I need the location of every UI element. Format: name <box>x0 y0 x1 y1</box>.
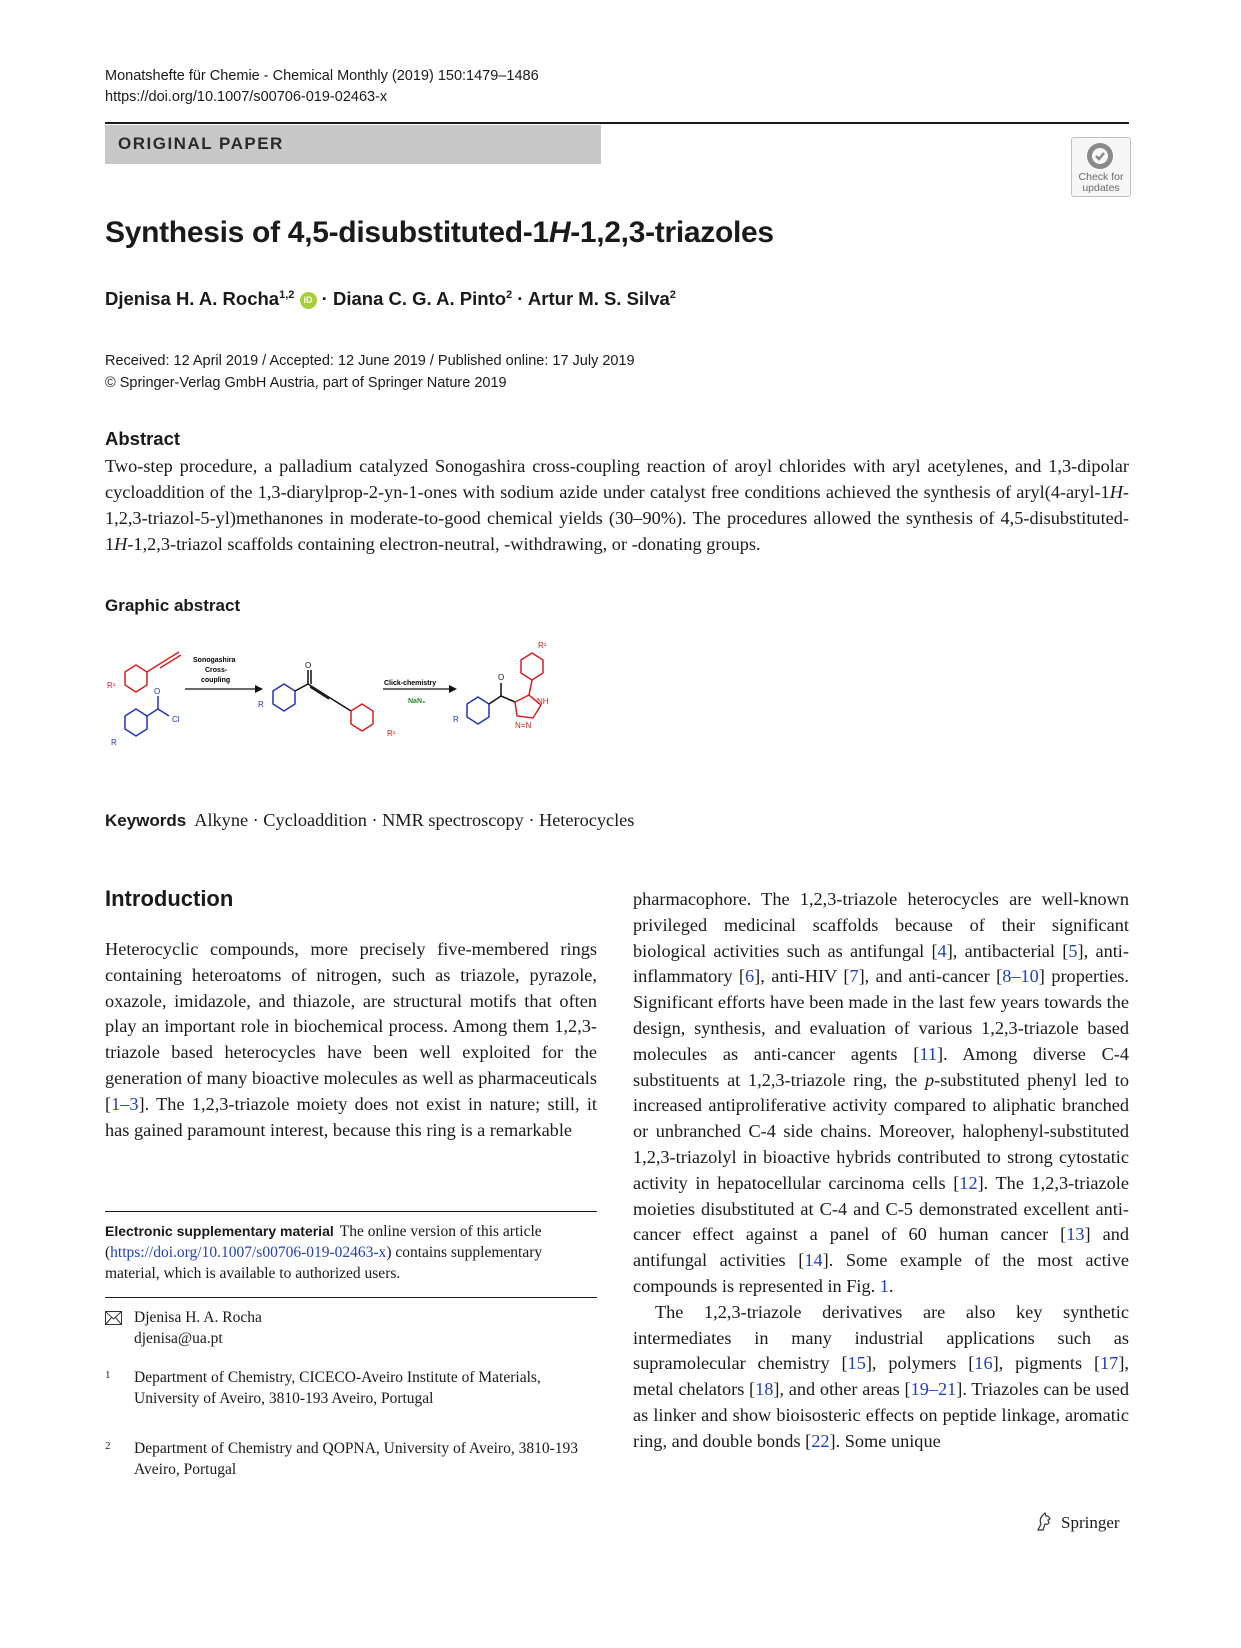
aryl-acetylene <box>125 652 181 692</box>
affiliation-1: Department of Chemistry, CICECO-Aveiro Institute of Materials, University of Aveiro, 3810-193 Aveiro, Portugal <box>134 1369 541 1407</box>
section-heading-introduction: Introduction <box>105 886 234 911</box>
footnote-rule <box>105 1211 597 1212</box>
citation-link[interactable]: 19–21 <box>910 1379 957 1400</box>
svg-text:O: O <box>305 661 312 670</box>
arrow1-label: Sonogashira <box>193 657 236 664</box>
citation-link[interactable]: 5 <box>1068 940 1078 961</box>
author-1[interactable]: Djenisa H. A. Rocha <box>105 288 280 309</box>
citation-link[interactable]: 8–10 <box>1002 966 1039 987</box>
citation-link[interactable]: 11 <box>919 1043 937 1064</box>
affiliation-number: 1 <box>105 1369 111 1381</box>
citation-link[interactable]: 13 <box>1066 1224 1085 1245</box>
abstract-text: Two-step procedure, a palladium catalyzed Sonogashira cross-coupling reaction of aroyl chlorides with aryl acetylenes, and 1,3-dipolar cycloaddition of the 1,3-diarylprop-2-yn-1-ones with sodium azide under catalyst free conditions achieved the synthesis of aryl(4-aryl-1H-1,2,3-triazol-5-yl)methanones in moderate-to-good chemical yields (30–90%). The procedures allowed the synthesis of 4,5-disubstituted-1H-1,2,3-triazol scaffolds containing electron-neutral, -withdrawing, or -donating groups. <box>105 456 1129 554</box>
svg-text:R¹: R¹ <box>387 729 396 738</box>
svg-text:Cross-: Cross- <box>205 667 228 674</box>
article-category: ORIGINAL PAPER <box>118 134 284 153</box>
journal-header <box>105 66 539 108</box>
orcid-icon[interactable]: iD <box>300 292 317 309</box>
ynone-intermediate <box>273 670 373 731</box>
label-r: R <box>111 738 117 747</box>
citation-link[interactable]: 18 <box>755 1379 774 1400</box>
svg-text:R: R <box>258 700 264 709</box>
check-updates-label: Check for updates <box>1078 171 1124 194</box>
author-list: Djenisa H. A. Rocha$^{1,2}$ iD · Diana C. G. A. Pinto$^2$ · Artur M. S. Silva$^2$ <box>105 288 676 309</box>
svg-text:R¹: R¹ <box>538 641 547 650</box>
svg-text:coupling: coupling <box>201 677 231 684</box>
label-nn: N=N <box>515 721 532 730</box>
supplementary-doi-link[interactable]: https://doi.org/10.1007/s00706-019-02463-x <box>110 1244 387 1261</box>
citation-link[interactable]: 12 <box>959 1172 978 1193</box>
springer-horse-icon <box>1034 1511 1056 1533</box>
corresponding-author: Djenisa H. A. Rocha djenisa@ua.pt <box>134 1309 262 1347</box>
top-rule <box>105 122 1129 124</box>
citation-link[interactable]: 16 <box>974 1353 993 1374</box>
intro-right-column <box>633 887 1129 1455</box>
author-3[interactable]: Artur M. S. Silva <box>527 288 670 309</box>
citation-link[interactable]: 1–3 <box>111 1093 139 1114</box>
graphic-abstract-heading: Graphic abstract <box>105 596 241 615</box>
footnote-rule <box>105 1297 597 1298</box>
label-r1: R¹ <box>107 681 116 690</box>
citation-link[interactable]: 14 <box>804 1250 823 1271</box>
reaction-scheme <box>105 638 585 783</box>
doi-link[interactable]: https://doi.org/10.1007/s00706-019-02463-x <box>105 89 388 105</box>
intro-left-column: Heterocyclic compounds, more precisely five-membered rings containing heteroatoms of nitrogen, such as triazole, pyrazole, oxazole, imidazole, and thiazole, are structural motifs that often play an important role in biochemical process. Among them 1,2,3-triazole based heterocycles have been well exploited for the generation of many bioactive molecules as well as pharmaceuticals [1–3]. The 1,2,3-triazole moiety does not exist in nature; still, it has gained paramount interest, because this ring is a remarkable <box>105 939 597 1140</box>
check-updates-icon <box>1085 141 1115 171</box>
envelope-icon <box>105 1311 122 1325</box>
paper-title: Synthesis of 4,5-disubstituted-1H-1,2,3-triazoles <box>105 216 774 249</box>
author-2[interactable]: Diana C. G. A. Pinto <box>332 288 507 309</box>
paragraph: pharmacophore. The 1,2,3-triazole heterocycles are well-known privileged medicinal scaffolds because of their significant biological activities such as antifungal [4], antibacterial [5], anti-inflammatory [6], anti-HIV [7], and anti-cancer [8–10] properties. Significant efforts have been made in the last few years towards the design, synthesis, and evaluation of various 1,2,3-triazole based molecules as anti-cancer agents [11]. Among diverse C-4 substituents at 1,2,3-triazole ring, the p-substituted phenyl led to increased antiproliferative activity compared to aliphatic branched or unbranched C-4 side chains. Moreover, halophenyl-substituted 1,2,3-triazolyl in bioactive hybrids contributed to strong cytostatic activity in hepatocellular carcinoma cells [12]. The 1,2,3-triazole moieties disubstituted at C-4 and C-5 demonstrated excellent anti-cancer effect against a panel of 60 human cancer [13] and antifungal activities [14]. Some example of the most active compounds is represented in Fig. 1. <box>633 889 1130 1296</box>
arrow2-label: Click-chemistry <box>384 680 437 687</box>
label-nh: NH <box>537 697 549 706</box>
publication-dates: Received: 12 April 2019 / Accepted: 12 June 2019 / Published online: 17 July 2019 © Springer-Verlag GmbH Austria, part of Springer Nature 2019 <box>105 353 635 391</box>
affiliation-2: Department of Chemistry and QOPNA, University of Aveiro, 3810-193 Aveiro, Portugal <box>134 1440 578 1478</box>
citation-link[interactable]: 7 <box>849 966 859 987</box>
citation-link[interactable]: 17 <box>1100 1353 1119 1374</box>
affiliation-number: 2 <box>105 1440 111 1452</box>
label-cl: Cl <box>172 715 180 724</box>
label-o: O <box>154 687 161 696</box>
paragraph: The 1,2,3-triazole derivatives are also key synthetic intermediates in many industrial applications such as supramolecular chemistry [15], polymers [16], pigments [17], metal chelators [18], and other areas [19–21]. Triazoles can be used as linker and show bioisosteric effects on peptide linkage, aromatic ring, and double bonds [22]. Some unique <box>633 1301 1130 1451</box>
svg-text:R: R <box>453 715 459 724</box>
abstract-heading: Abstract <box>105 428 181 449</box>
journal-citation: Monatshefte für Chemie - Chemical Monthly (2019) 150:1479–1486 <box>105 68 539 84</box>
figure-link[interactable]: 1 <box>879 1275 889 1296</box>
citation-link[interactable]: 6 <box>745 966 755 987</box>
triazole-product <box>467 653 543 724</box>
citation-link[interactable]: 4 <box>937 940 947 961</box>
citation-link[interactable]: 22 <box>811 1430 830 1451</box>
svg-text:O: O <box>498 673 505 682</box>
supplementary-note: Electronic supplementary material The online version of this article (https://doi.org/10.1007/s00706-019-02463-x) contains supplementary material, which is available to authorized users. <box>105 1223 543 1282</box>
citation-link[interactable]: 15 <box>847 1353 866 1374</box>
keywords: Keywords Alkyne · Cycloaddition · NMR spectroscopy · Heterocycles <box>105 810 635 830</box>
aroyl-chloride <box>125 696 169 736</box>
author-email[interactable]: djenisa@ua.pt <box>134 1330 223 1347</box>
publisher-logo: Springer <box>1061 1513 1120 1532</box>
reagent-label: NaN₃ <box>408 698 426 705</box>
